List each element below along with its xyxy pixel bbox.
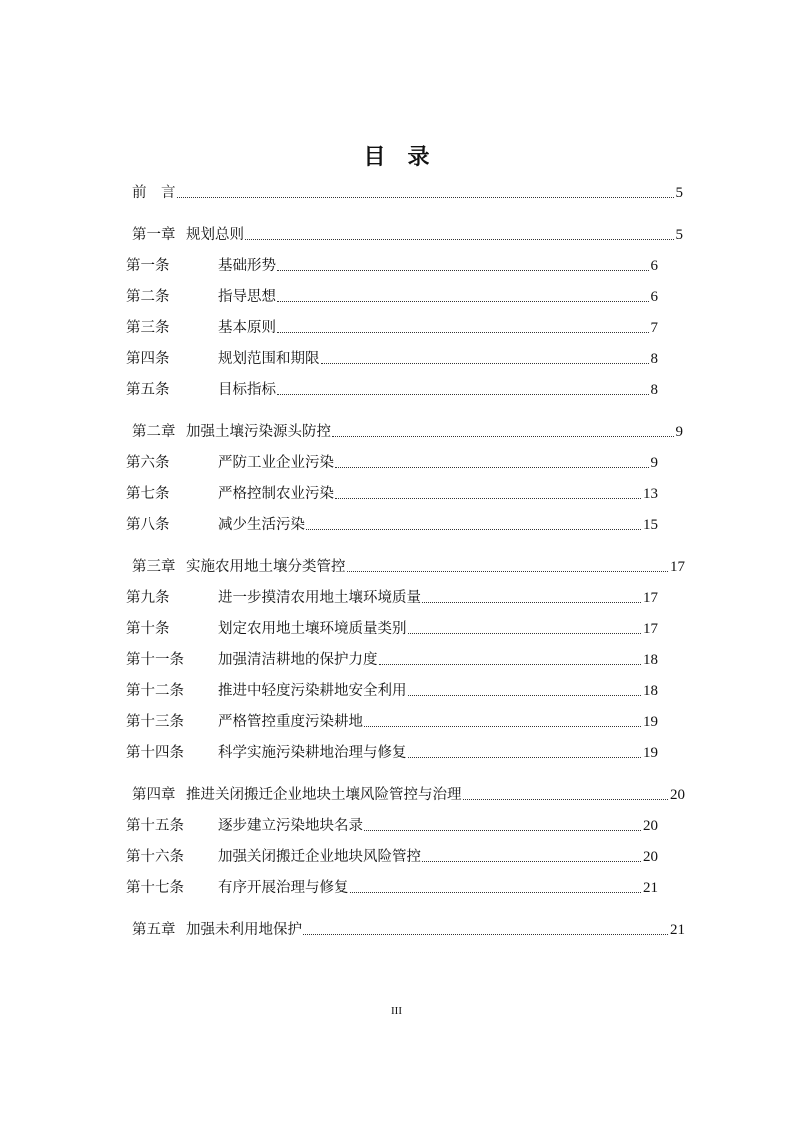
- entry-title: 指导思想: [218, 289, 276, 305]
- chapter-number: 第三章: [132, 559, 176, 575]
- toc-entry-chapter[interactable]: [132, 785, 685, 805]
- dot-leader: [350, 892, 642, 893]
- toc-entry-article[interactable]: [126, 349, 658, 369]
- dot-leader: [422, 602, 641, 603]
- dot-leader: [332, 436, 674, 437]
- page-number: 18: [643, 683, 658, 699]
- footer-page-number: III: [391, 1005, 402, 1017]
- dot-leader: [364, 830, 641, 831]
- toc-entry-preface[interactable]: [132, 183, 683, 203]
- toc-entry-article[interactable]: [126, 484, 658, 504]
- dot-leader: [245, 239, 674, 240]
- toc-entry-chapter[interactable]: [132, 225, 683, 245]
- entry-title: 实施农用地土壤分类管控: [186, 559, 346, 575]
- chapter-number: 第二章: [132, 424, 176, 440]
- page-number: 9: [650, 455, 658, 471]
- article-number: 第十三条: [126, 714, 184, 730]
- article-number: 第十二条: [126, 683, 184, 699]
- chapter-number: 第一章: [132, 227, 176, 243]
- toc-entry-article[interactable]: [126, 681, 658, 701]
- toc-entry-chapter[interactable]: [132, 557, 685, 577]
- page-number: 17: [643, 590, 658, 606]
- entry-title: 划定农用地土壤环境质量类别: [218, 621, 407, 637]
- entry-title: 前 言: [132, 185, 176, 201]
- article-number: 第十一条: [126, 652, 184, 668]
- dot-leader: [321, 363, 649, 364]
- title-char: 录: [407, 144, 430, 170]
- article-number: 第十七条: [126, 880, 184, 896]
- entry-title: 基础形势: [218, 258, 276, 274]
- page-number: 19: [643, 714, 658, 730]
- page-number: 13: [643, 486, 658, 502]
- page-number: 15: [643, 517, 658, 533]
- entry-title: 加强关闭搬迁企业地块风险管控: [218, 849, 421, 865]
- article-number: 第十六条: [126, 849, 184, 865]
- dot-leader: [347, 571, 669, 572]
- entry-title: 加强清洁耕地的保护力度: [218, 652, 378, 668]
- chapter-number: 第四章: [132, 787, 176, 803]
- dot-leader: [177, 197, 674, 198]
- toc-entry-article[interactable]: [126, 515, 658, 535]
- entry-title: 严格管控重度污染耕地: [218, 714, 363, 730]
- entry-title: 逐步建立污染地块名录: [218, 818, 363, 834]
- entry-title: 科学实施污染耕地治理与修复: [218, 745, 407, 761]
- page-number: 6: [650, 258, 658, 274]
- page-number: 8: [650, 382, 658, 398]
- toc-entry-article[interactable]: [126, 380, 658, 400]
- dot-leader: [277, 270, 649, 271]
- toc-entry-chapter[interactable]: [132, 920, 685, 940]
- toc-entry-article[interactable]: [126, 712, 658, 732]
- page-number: 5: [675, 185, 683, 201]
- toc-entry-article[interactable]: [126, 619, 658, 639]
- toc-entry-article[interactable]: [126, 256, 658, 276]
- dot-leader: [335, 498, 641, 499]
- toc-entry-article[interactable]: [126, 453, 658, 473]
- page-number: 21: [643, 880, 658, 896]
- page-number: 19: [643, 745, 658, 761]
- toc-entry-article[interactable]: [126, 588, 658, 608]
- dot-leader: [306, 529, 641, 530]
- entry-title: 加强土壤污染源头防控: [186, 424, 331, 440]
- dot-leader: [422, 861, 641, 862]
- dot-leader: [379, 664, 642, 665]
- entry-title: 推进关闭搬迁企业地块土壤风险管控与治理: [186, 787, 462, 803]
- entry-title: 严格控制农业污染: [218, 486, 334, 502]
- toc-entry-article[interactable]: [126, 650, 658, 670]
- entry-title: 有序开展治理与修复: [218, 880, 349, 896]
- dot-leader: [364, 726, 641, 727]
- entry-title: 减少生活污染: [218, 517, 305, 533]
- chapter-number: 第五章: [132, 922, 176, 938]
- dot-leader: [408, 757, 642, 758]
- article-number: 第十五条: [126, 818, 184, 834]
- article-number: 第十四条: [126, 745, 184, 761]
- toc-entry-article[interactable]: [126, 743, 658, 763]
- page-number: 20: [670, 787, 685, 803]
- toc-entry-article[interactable]: [126, 847, 658, 867]
- dot-leader: [408, 633, 642, 634]
- entry-title: 规划范围和期限: [218, 351, 320, 367]
- dot-leader: [277, 394, 649, 395]
- entry-title: 规划总则: [186, 227, 244, 243]
- article-number: 第五条: [126, 382, 170, 398]
- toc-entry-article[interactable]: [126, 816, 658, 836]
- toc-entry-chapter[interactable]: [132, 422, 683, 442]
- page-number: 18: [643, 652, 658, 668]
- article-number: 第二条: [126, 289, 170, 305]
- article-number: 第三条: [126, 320, 170, 336]
- entry-title: 严防工业企业污染: [218, 455, 334, 471]
- dot-leader: [277, 301, 649, 302]
- entry-title: 进一步摸清农用地土壤环境质量: [218, 590, 421, 606]
- dot-leader: [463, 799, 669, 800]
- article-number: 第四条: [126, 351, 170, 367]
- dot-leader: [335, 467, 649, 468]
- page-number: 20: [643, 849, 658, 865]
- entry-title: 加强未利用地保护: [186, 922, 302, 938]
- article-number: 第十条: [126, 621, 170, 637]
- title-char: 目: [363, 144, 386, 170]
- page-number: 5: [675, 227, 683, 243]
- page-number: 17: [643, 621, 658, 637]
- page-number: 7: [650, 320, 658, 336]
- toc-entry-article[interactable]: [126, 878, 658, 898]
- article-number: 第八条: [126, 517, 170, 533]
- toc-entry-article[interactable]: [126, 318, 658, 338]
- article-number: 第一条: [126, 258, 170, 274]
- entry-title: 基本原则: [218, 320, 276, 336]
- page-number: 8: [650, 351, 658, 367]
- article-number: 第七条: [126, 486, 170, 502]
- page-number: 20: [643, 818, 658, 834]
- article-number: 第六条: [126, 455, 170, 471]
- entry-title: 推进中轻度污染耕地安全利用: [218, 683, 407, 699]
- dot-leader: [303, 934, 668, 935]
- page-number: 21: [670, 922, 685, 938]
- dot-leader: [277, 332, 649, 333]
- toc-entry-article[interactable]: [126, 287, 658, 307]
- entry-title: 目标指标: [218, 382, 276, 398]
- dot-leader: [408, 695, 642, 696]
- page-number: 9: [675, 424, 683, 440]
- page-number: 17: [670, 559, 685, 575]
- page-number: 6: [650, 289, 658, 305]
- article-number: 第九条: [126, 590, 170, 606]
